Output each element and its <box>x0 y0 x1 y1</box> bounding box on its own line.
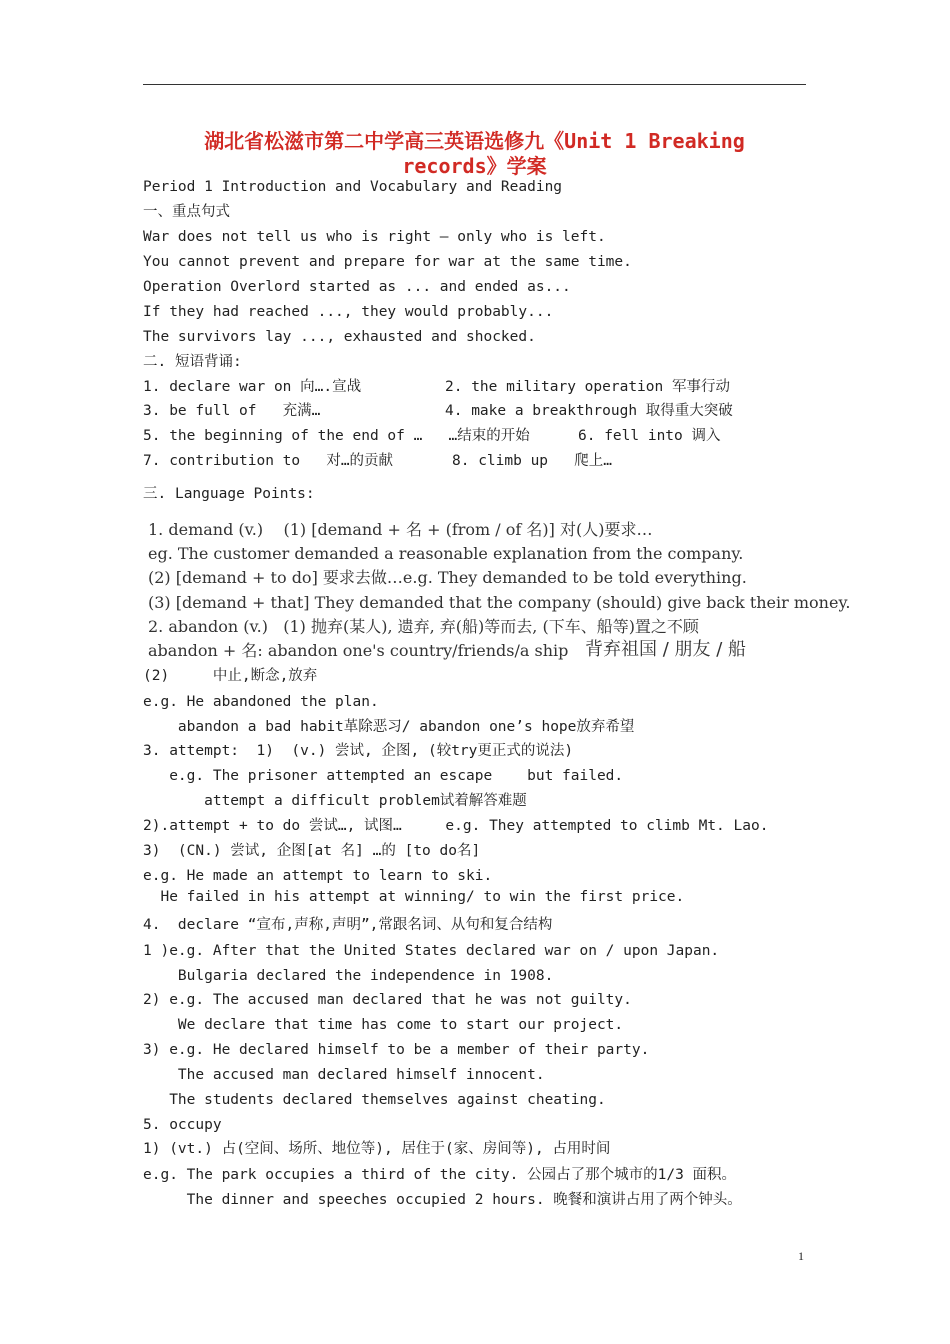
scanned-line: (2) [demand + to do] 要求去做…e.g. They demanded to be told everything. <box>148 568 747 587</box>
period-heading: Period 1 Introduction and Vocabulary and Reading <box>143 179 563 195</box>
page-number: 1 <box>798 1249 804 1263</box>
phrase-item: 2. the military operation 军事行动 <box>445 379 730 395</box>
scanned-line: abandon + 名: abandon one's country/friends/a ship <box>148 641 569 660</box>
phrase-item: 8. climb up 爬上… <box>452 453 612 469</box>
key-sentence: Operation Overlord started as ... and ended as... <box>143 279 571 295</box>
scanned-line: (3) [demand + that] They demanded that the company (should) give back their money. <box>148 593 851 612</box>
phrase-item: 1. declare war on 向….宣战 <box>143 379 362 395</box>
body-line: 1) (vt.) 占(空间、场所、地位等), 居住于(家、房间等), 占用时间 <box>143 1141 611 1157</box>
body-line: We declare that time has come to start our project. <box>143 1017 624 1033</box>
body-line: The accused man declared himself innocent. <box>143 1067 545 1083</box>
header-rule <box>143 84 806 85</box>
phrase-item: 7. contribution to 对…的贡献 <box>143 453 394 469</box>
document-title-line1: 湖北省松滋市第二中学高三英语选修九《Unit 1 Breaking <box>204 129 745 153</box>
key-sentence: War does not tell us who is right — only who is left. <box>143 229 606 245</box>
body-line: Bulgaria declared the independence in 1908. <box>143 968 554 984</box>
body-line: 4. declare “宣布,声称,声明”,常跟名词、从句和复合结构 <box>143 917 553 933</box>
section2-heading: 二. 短语背诵: <box>143 354 242 370</box>
key-sentence: The survivors lay ..., exhausted and shocked. <box>143 329 536 345</box>
section3-heading: 三. Language Points: <box>143 486 315 502</box>
body-line: e.g. The prisoner attempted an escape but failed. <box>143 768 624 784</box>
body-line: 1 )e.g. After that the United States declared war on / upon Japan. <box>143 943 720 959</box>
body-line: The students declared themselves against cheating. <box>143 1092 606 1108</box>
body-line: 3) (CN.) 尝试, 企图[at 名] …的 [to do名] <box>143 843 481 859</box>
body-line: e.g. He abandoned the plan. <box>143 694 379 710</box>
phrase-item: 5. the beginning of the end of … …结束的开始 <box>143 428 530 444</box>
scanned-line: 背弃祖国 / 朋友 / 船 <box>585 639 747 660</box>
body-line: (2) 中止,断念,放弃 <box>143 668 318 684</box>
section1-heading: 一、重点句式 <box>143 204 230 220</box>
body-line: The dinner and speeches occupied 2 hours. 晚餐和演讲占用了两个钟头。 <box>143 1192 742 1208</box>
phrase-item: 4. make a breakthrough 取得重大突破 <box>445 403 733 419</box>
body-line: 5. occupy <box>143 1117 222 1133</box>
scanned-line: 2. abandon (v.) (1) 抛弃(某人), 遗弃, 弃(船)等而去, (下车、船等)置之不顾 <box>148 617 699 636</box>
key-sentence: You cannot prevent and prepare for war at the same time. <box>143 254 632 270</box>
phrase-item: 6. fell into 调入 <box>578 428 721 444</box>
body-line: 3. attempt: 1) (v.) 尝试, 企图, (较try更正式的说法) <box>143 743 574 759</box>
body-line: 2) e.g. The accused man declared that he was not guilty. <box>143 992 632 1008</box>
body-line: 2).attempt + to do 尝试…, 试图… e.g. They attempted to climb Mt. Lao. <box>143 818 769 834</box>
body-line: e.g. He made an attempt to learn to ski. <box>143 868 493 884</box>
document-title-line2: records》学案 <box>402 154 547 178</box>
key-sentence: If they had reached ..., they would probably... <box>143 304 554 320</box>
body-line: 3) e.g. He declared himself to be a member of their party. <box>143 1042 650 1058</box>
phrase-item: 3. be full of 充满… <box>143 403 321 419</box>
body-line: He failed in his attempt at winning/ to win the first price. <box>143 889 685 905</box>
body-line: e.g. The park occupies a third of the city. 公园占了那个城市的1/3 面积。 <box>143 1167 737 1183</box>
scanned-line: 1. demand (v.) (1) [demand + 名 + (from / of 名)] 对(人)要求… <box>148 520 653 539</box>
scanned-line: eg. The customer demanded a reasonable explanation from the company. <box>148 544 744 563</box>
body-line: abandon a bad habit革除恶习/ abandon one’s hope放弃希望 <box>143 719 635 735</box>
body-line: attempt a difficult problem试着解答难题 <box>143 793 527 809</box>
